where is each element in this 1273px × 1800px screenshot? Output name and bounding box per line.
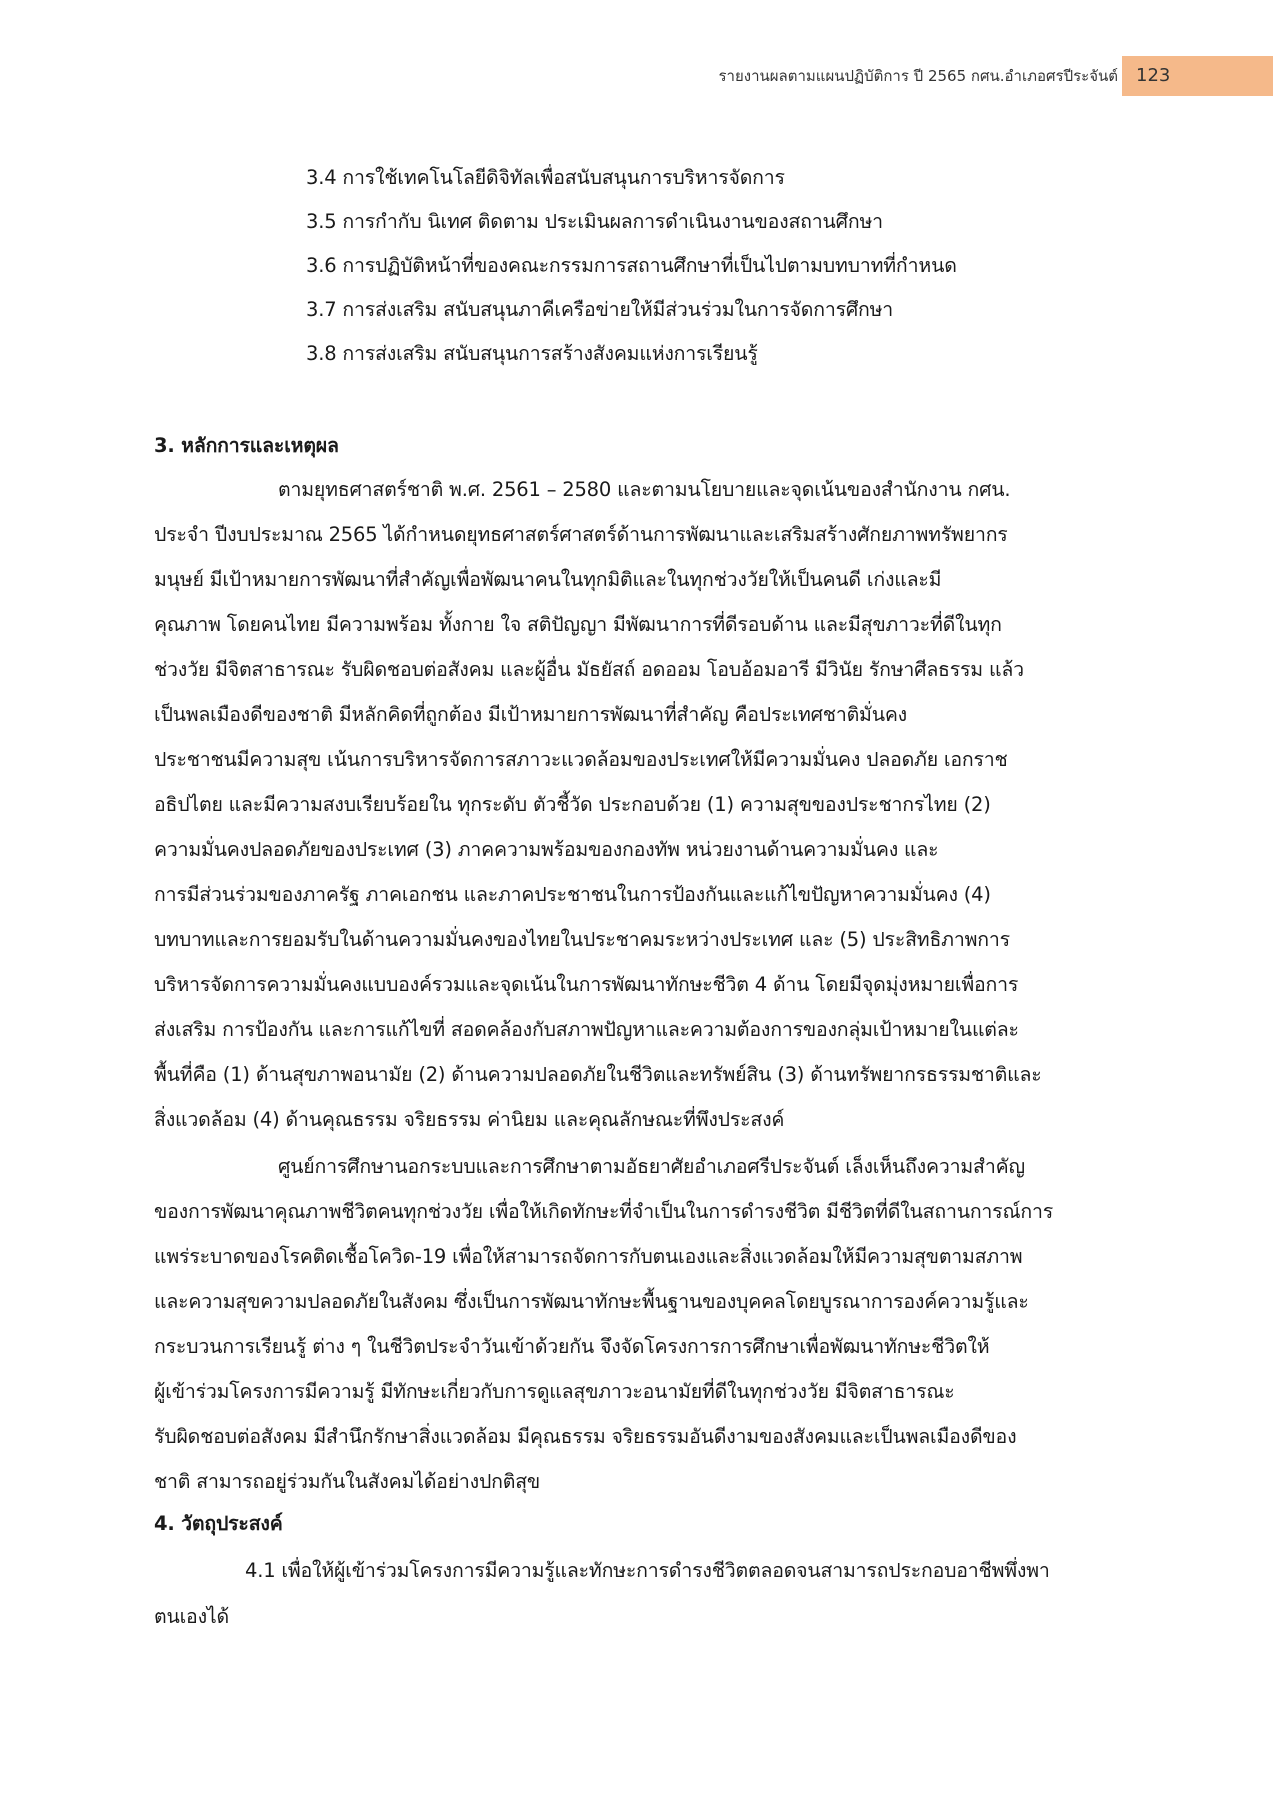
paragraph-line: ส่งเสริม การป้องกัน และการแก้ไขที่ สอดคล้องกับสภาพปัญหาและความต้องการของกลุ่มเป้าหมายในแต่ละ (154, 1018, 1019, 1041)
page-number-badge: 123 (1122, 56, 1273, 96)
section-heading: 4. วัตถุประสงค์ (154, 1512, 283, 1535)
paragraph-line: บริหารจัดการความมั่นคงแบบองค์รวมและจุดเน้นในการพัฒนาทักษะชีวิต 4 ด้าน โดยมีจุดมุ่งหมายเพื่อการ (154, 973, 1019, 996)
paragraph-line: อธิปไตย และมีความสงบเรียบร้อยใน ทุกระดับ ตัวชี้วัด ประกอบด้วย (1) ความสุขของประชากรไทย (2) (154, 793, 991, 816)
paragraph-line: 4.1 เพื่อให้ผู้เข้าร่วมโครงการมีความรู้และทักษะการดำรงชีวิตตลอดจนสามารถประกอบอาชีพพึ่งพา (245, 1559, 1050, 1582)
paragraph-line: ความมั่นคงปลอดภัยของประเทศ (3) ภาคความพร้อมของกองทัพ หน่วยงานด้านความมั่นคง และ (154, 838, 939, 861)
paragraph-line: ตนเองได้ (154, 1605, 229, 1628)
list-item: 3.8 การส่งเสริม สนับสนุนการสร้างสังคมแห่งการเรียนรู้ (306, 342, 758, 365)
paragraph-line: ชาติ สามารถอยู่ร่วมกันในสังคมได้อย่างปกติสุข (154, 1470, 541, 1493)
paragraph-line: ช่วงวัย มีจิตสาธารณะ รับผิดชอบต่อสังคม และผู้อื่น มัธยัสถ์ อดออม โอบอ้อมอารี มีวินัย รักษาศีลธรรม แล้ว (154, 658, 1024, 681)
list-item: 3.6 การปฏิบัติหน้าที่ของคณะกรรมการสถานศึกษาที่เป็นไปตามบทบาทที่กำหนด (306, 254, 957, 277)
paragraph-line: ประจำ ปีงบประมาณ 2565 ได้กำหนดยุทธศาสตร์ศาสตร์ด้านการพัฒนาและเสริมสร้างศักยภาพทรัพยากร (154, 523, 1008, 546)
paragraph-line: แพร่ระบาดของโรคติดเชื้อโควิด-19 เพื่อให้สามารถจัดการกับตนเองและสิ่งแวดล้อมให้มีความสุขตามสภาพ (154, 1245, 1023, 1268)
paragraph-line: ผู้เข้าร่วมโครงการมีความรู้ มีทักษะเกี่ยวกับการดูแลสุขภาวะอนามัยที่ดีในทุกช่วงวัย มีจิตสาธารณะ (154, 1380, 955, 1403)
list-item: 3.7 การส่งเสริม สนับสนุนภาคีเครือข่ายให้มีส่วนร่วมในการจัดการศึกษา (306, 298, 894, 321)
paragraph-line: มนุษย์ มีเป้าหมายการพัฒนาที่สำคัญเพื่อพัฒนาคนในทุกมิติและในทุกช่วงวัยให้เป็นคนดี เก่งและมี (154, 568, 942, 591)
paragraph-line: ศูนย์การศึกษานอกระบบและการศึกษาตามอัธยาศัยอำเภอศรีประจันต์ เล็งเห็นถึงความสำคัญ (278, 1155, 1025, 1178)
section-heading: 3. หลักการและเหตุผล (154, 434, 339, 457)
header-title: รายงานผลตามแผนปฏิบัติการ ปี 2565 กศน.อำเภอศรปีระจันต์ (718, 67, 1118, 85)
paragraph-line: การมีส่วนร่วมของภาครัฐ ภาคเอกชน และภาคประชาชนในการป้องกันและแก้ไขปัญหาความมั่นคง (4) (154, 883, 991, 906)
paragraph-line: ตามยุทธศาสตร์ชาติ พ.ศ. 2561 – 2580 และตามนโยบายและจุดเน้นของสำนักงาน กศน. (278, 478, 1011, 501)
list-item: 3.4 การใช้เทคโนโลยีดิจิทัลเพื่อสนับสนุนการบริหารจัดการ (306, 166, 785, 189)
paragraph-line: บทบาทและการยอมรับในด้านความมั่นคงของไทยในประชาคมระหว่างประเทศ และ (5) ประสิทธิภาพการ (154, 928, 1010, 951)
paragraph-line: รับผิดชอบต่อสังคม มีสำนึกรักษาสิ่งแวดล้อม มีคุณธรรม จริยธรรมอันดีงามของสังคมและเป็นพลเมืองดีของ (154, 1425, 1017, 1448)
list-item: 3.5 การกำกับ นิเทศ ติดตาม ประเมินผลการดำเนินงานของสถานศึกษา (306, 210, 883, 233)
paragraph-line: และความสุขความปลอดภัยในสังคม ซึ่งเป็นการพัฒนาทักษะพื้นฐานของบุคคลโดยบูรณาการองค์ความรู้และ (154, 1290, 1029, 1313)
paragraph-line: พื้นที่คือ (1) ด้านสุขภาพอนามัย (2) ด้านความปลอดภัยในชีวิตและทรัพย์สิน (3) ด้านทรัพยากรธรรมชาติและ (154, 1063, 1042, 1086)
paragraph-line: สิ่งแวดล้อม (4) ด้านคุณธรรม จริยธรรม ค่านิยม และคุณลักษณะที่พึงประสงค์ (154, 1108, 785, 1131)
paragraph-line: กระบวนการเรียนรู้ ต่าง ๆ ในชีวิตประจำวันเข้าด้วยกัน จึงจัดโครงการการศึกษาเพื่อพัฒนาทักษะชีวิตให้ (154, 1335, 990, 1358)
paragraph-line: คุณภาพ โดยคนไทย มีความพร้อม ทั้งกาย ใจ สติปัญญา มีพัฒนาการที่ดีรอบด้าน และมีสุขภาวะที่ดีในทุก (154, 613, 1002, 636)
paragraph-line: ประชาชนมีความสุข เน้นการบริหารจัดการสภาวะแวดล้อมของประเทศให้มีความมั่นคง ปลอดภัย เอกราช (154, 748, 1008, 771)
paragraph-line: ของการพัฒนาคุณภาพชีวิตคนทุกช่วงวัย เพื่อให้เกิดทักษะที่จำเป็นในการดำรงชีวิต มีชีวิตที่ดีในสถานการณ์การ (154, 1200, 1053, 1223)
paragraph-line: เป็นพลเมืองดีของชาติ มีหลักคิดที่ถูกต้อง มีเป้าหมายการพัฒนาที่สำคัญ คือประเทศชาติมั่นคง (154, 703, 907, 726)
